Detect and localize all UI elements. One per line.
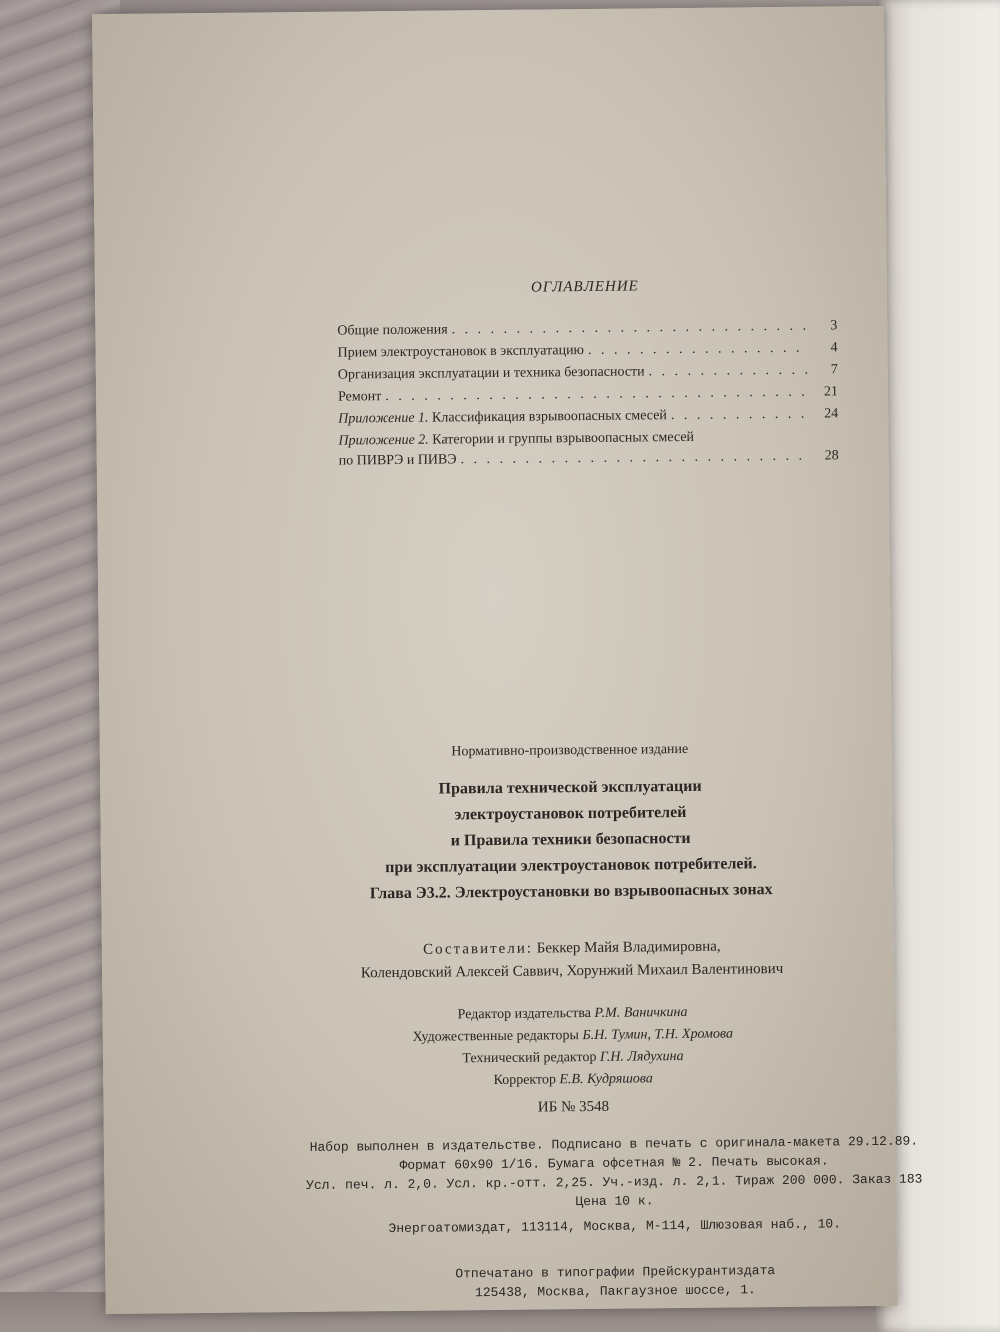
toc-entry-label: по ПИВРЭ и ПИВЭ — [338, 452, 457, 469]
appendix-prefix: Приложение 1. — [338, 410, 429, 427]
appendix-title: Классификация взрывоопасных смесей — [431, 408, 667, 426]
toc-entry-page: 24 — [824, 406, 839, 422]
staff-name: Б.Н. Тумин, Т.Н. Хромова — [582, 1026, 733, 1044]
toc-entry-page: 28 — [824, 448, 839, 464]
ib-number: ИБ № 3548 — [537, 1098, 610, 1116]
toc-entry-page: 3 — [830, 318, 838, 334]
toc-entry-page: 4 — [830, 340, 838, 356]
print-details — [234, 1131, 995, 1215]
toc-entry — [338, 406, 838, 427]
toc-entry-page: 21 — [823, 384, 839, 400]
toc-entry — [338, 362, 838, 383]
print-detail-line: Цена 10 к. — [575, 1193, 654, 1210]
toc-leader-dots — [588, 341, 810, 359]
printer-name: Отпечатано в типографии Прейскурантиздата — [455, 1263, 776, 1282]
toc-entry-label: Ремонт — [337, 389, 382, 405]
appendix-prefix: Приложение 2. — [338, 432, 429, 449]
editorial-staff — [232, 1000, 913, 1095]
toc-entry-label — [338, 430, 694, 450]
title-line: электроустановок потребителей — [454, 803, 687, 824]
staff-role: Художественные редакторы — [412, 1028, 579, 1045]
title-line: при эксплуатации электроустановок потребителей. — [385, 855, 757, 877]
staff-role: Редактор издательства — [457, 1005, 592, 1023]
book-page — [92, 6, 923, 1314]
print-detail-line: Формат 60х90 1/16. Бумага офсетная № 2. Печать высокая. — [399, 1153, 829, 1173]
printer-address: 125438, Москва, Пакгаузное шоссе, 1. — [474, 1282, 756, 1301]
staff-name: Р.М. Ваничкина — [594, 1004, 688, 1021]
toc-entry-page: 7 — [830, 362, 838, 378]
toc-entry — [338, 384, 838, 405]
compiler-name: Беккер Майя Владимировна, — [536, 938, 721, 957]
toc-leader-dots — [671, 407, 811, 424]
toc-entry-label: Прием электроустановок в эксплуатацию — [337, 343, 585, 361]
toc-leader-dots — [698, 440, 810, 441]
book-title — [230, 772, 911, 909]
publisher-address: Энергоатомиздат, 113114, Москва, М-114, Шлюзовая наб., 10. — [388, 1216, 842, 1237]
compilers-names: Колендовский Алексей Саввич, Хорунжий Михаил Валентинович — [360, 960, 784, 982]
toc-entry — [338, 428, 838, 449]
toc-entry-label: Общие положения — [337, 322, 448, 339]
appendix-title: Категории и группы взрывоопасных смесей — [432, 429, 695, 448]
title-line: Глава Э3.2. Электроустановки во взрывоопасных зонах — [369, 881, 773, 903]
toc-entry-label — [338, 408, 667, 427]
staff-role: Корректор — [493, 1072, 557, 1089]
toc-leader-dots — [649, 363, 810, 381]
print-detail-line: Набор выполнен в издательстве. Подписано в печать с оригинала-макета 29.12.89. — [309, 1133, 919, 1155]
toc-entry — [338, 340, 838, 361]
staff-name: Е.В. Кудряшова — [559, 1071, 653, 1088]
staff-name: Г.Н. Лядухина — [599, 1049, 684, 1065]
title-line: Правила технической эксплуатации — [438, 777, 702, 798]
toc-entry-label: Организация эксплуатации и техника безопасности — [337, 364, 645, 383]
toc-leader-dots — [461, 449, 811, 469]
printer-info — [235, 1259, 995, 1305]
print-detail-line: Усл. печ. л. 2,0. Усл. кр.-отт. 2,25. Уч.-изд. л. 2,1. Тираж 200 000. Заказ 183 — [306, 1171, 923, 1193]
toc-heading: ОГЛАВЛЕНИЕ — [530, 278, 639, 296]
toc-entry — [339, 448, 839, 469]
toc-leader-dots — [452, 319, 810, 339]
staff-role: Технический редактор — [462, 1049, 597, 1067]
edition-type: Нормативно-производственное издание — [451, 741, 689, 760]
title-line: и Правила техники безопасности — [450, 829, 691, 850]
compilers — [232, 934, 912, 987]
toc-leader-dots — [385, 385, 810, 405]
compilers-label: Составители: — [422, 940, 534, 958]
toc-entry — [337, 318, 837, 339]
